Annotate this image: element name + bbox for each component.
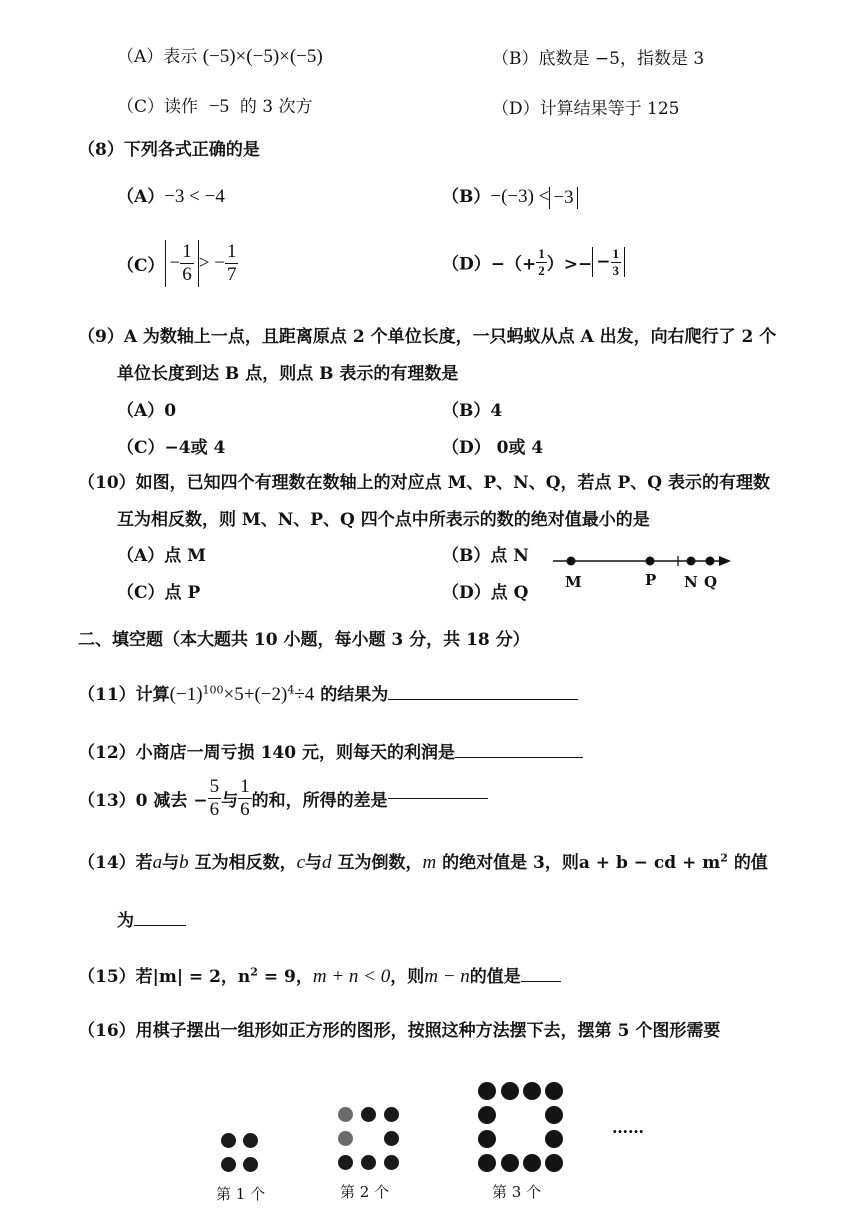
point-p <box>646 557 655 566</box>
q10-stem-line1: （10）如图，已知四个有理数在数轴上的对应点 M、P、N、Q，若点 P、Q 表示的有理数 <box>78 473 770 493</box>
q9-option-d: （D） 0或 4 <box>442 438 544 458</box>
label-q: Q <box>704 573 718 591</box>
stone <box>384 1155 399 1170</box>
point-m <box>567 557 576 566</box>
stone <box>545 1154 563 1172</box>
label-p: P <box>645 571 657 589</box>
q9-option-a: （A）0 <box>117 401 177 421</box>
q14-line1: （14）若a与b 互为相反数，c与d 互为倒数，m 的绝对值是 3，则a + b − cd + $m^2$ 的值 <box>78 851 768 873</box>
figure-3-label: 第 3 个 <box>492 1183 542 1201</box>
figure-1-label: 第 1 个 <box>216 1185 266 1203</box>
q13-answer-blank[interactable] <box>388 798 488 799</box>
q10-option-d: （D）点 Q <box>442 583 529 603</box>
q16-stem: （16）用棋子摆出一组形如正方形的图形，按照这种方法摆下去，摆第 5 个图形需要 <box>78 1021 721 1041</box>
q7-option-b: （B）底数是 −5，指数是 3 <box>492 49 705 69</box>
stone <box>545 1106 563 1124</box>
q9-option-b: （B）4 <box>442 401 503 421</box>
point-q <box>706 557 715 566</box>
number-line-arrow <box>719 556 731 566</box>
stone <box>501 1082 519 1100</box>
stone <box>338 1107 353 1122</box>
stone <box>384 1107 399 1122</box>
label-n: N <box>684 573 698 591</box>
stone <box>478 1154 496 1172</box>
stone <box>478 1130 496 1148</box>
q11: （11）计算$(-1)^{100}\times 5+(-2)^4\div 4$ 的结果为 <box>78 680 578 706</box>
stone <box>243 1133 258 1148</box>
q9-stem-line2: 单位长度到达 B 点，则点 B 表示的有理数是 <box>117 364 459 384</box>
stone <box>221 1133 236 1148</box>
stone <box>523 1154 541 1172</box>
stone <box>361 1155 376 1170</box>
q7-option-d: （D）计算结果等于 125 <box>492 99 680 119</box>
q8-option-a: （A）−3 < −4 <box>117 186 225 207</box>
point-n <box>687 557 696 566</box>
stone <box>545 1082 563 1100</box>
q15-answer-blank[interactable] <box>521 981 561 982</box>
q9-option-c: （C）−4或 4 <box>117 438 226 458</box>
stone <box>384 1131 399 1146</box>
q11-answer-blank[interactable] <box>388 699 578 700</box>
q10-option-c: （C）点 P <box>117 583 201 603</box>
stone <box>338 1131 353 1146</box>
q8-option-c: （C） − $\frac{1}{6}$ > − $\frac{1}{7}$ <box>117 241 237 285</box>
stone <box>338 1155 353 1170</box>
q12-answer-blank[interactable] <box>455 757 583 758</box>
stone <box>478 1106 496 1124</box>
q8-stem: （8）下列各式正确的是 <box>78 140 260 160</box>
label-m: M <box>565 573 582 591</box>
q7-option-c: （C）读作 −5 的 3 次方 <box>117 96 313 117</box>
q10-option-a: （A）点 M <box>117 546 206 566</box>
stone <box>523 1082 541 1100</box>
q7-a-expr: (−5)×(−5)×(−5) <box>202 46 323 67</box>
stone <box>221 1157 236 1172</box>
q8-option-d: （D）−（+ $\frac{1}{2}$ ）>− − $\frac{1}{3}$ <box>442 247 625 277</box>
stone <box>501 1154 519 1172</box>
q10-stem-line2: 互为相反数，则 M、N、P、Q 四个点中所表示的数的绝对值最小的是 <box>117 510 650 530</box>
q14-answer-blank[interactable] <box>134 925 186 926</box>
q7-option-a: （A）表示 (−5)×(−5)×(−5) <box>117 46 323 67</box>
q9-stem-line1: （9）A 为数轴上一点，且距离原点 2 个单位长度，一只蚂蚁从点 A 出发，向右爬行了 2 个 <box>78 327 777 347</box>
q8-option-b: （B）−(−3) < −3 <box>442 182 578 209</box>
q14-line2: 为 <box>117 906 186 931</box>
ellipsis: …… <box>612 1118 644 1137</box>
q15: （15）若|m| = 2，$n^2 = 9$，m + n < 0，则m − n的值是 <box>78 962 561 988</box>
stone <box>478 1082 496 1100</box>
q13: （13）0 减去 − $\frac{5}{6}$ 与 $\frac{1}{6}$ 的和，所得的差是 <box>78 777 488 820</box>
stone <box>361 1107 376 1122</box>
figure-2-label: 第 2 个 <box>340 1183 390 1201</box>
q10-option-b: （B）点 N <box>442 546 529 566</box>
stone <box>545 1130 563 1148</box>
section-title: 二、填空题（本大题共 10 小题，每小题 3 分，共 18 分） <box>78 630 530 650</box>
q12: （12）小商店一周亏损 140 元，则每天的利润是 <box>78 738 583 763</box>
stone <box>243 1157 258 1172</box>
